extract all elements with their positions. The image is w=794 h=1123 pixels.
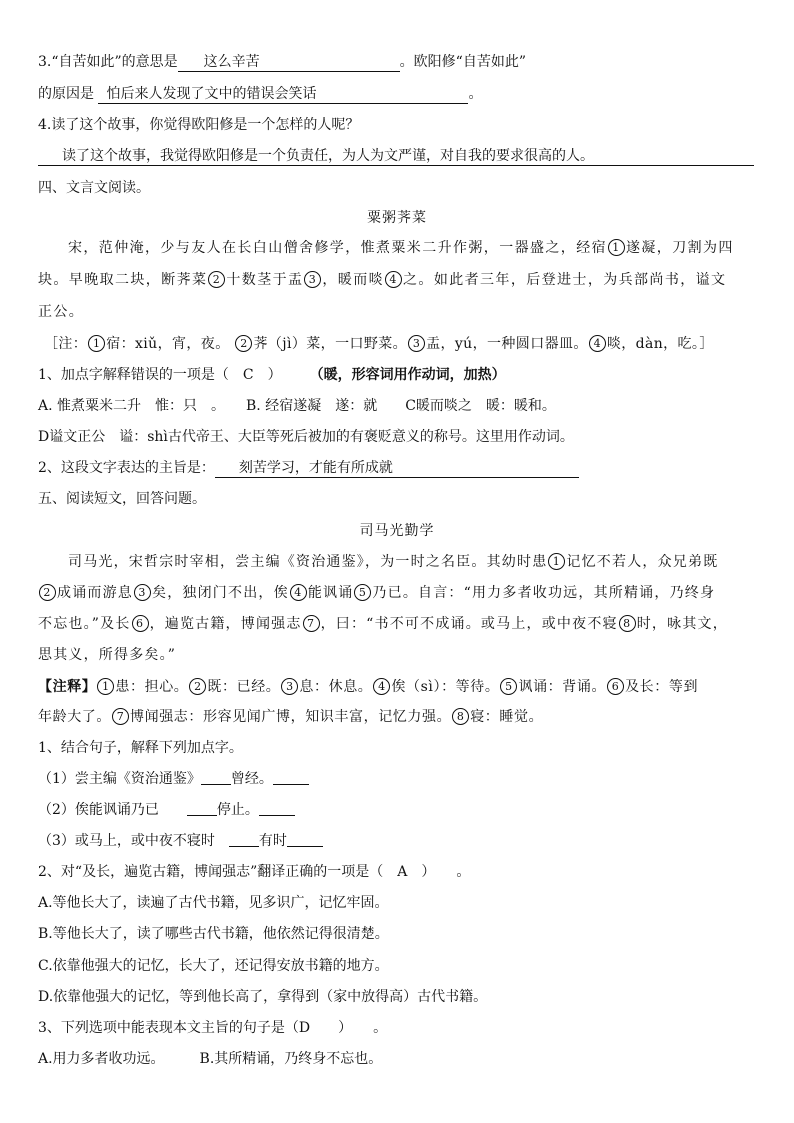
footnote-marker: 3 xyxy=(281,678,298,695)
q4-answer: 读了这个故事，我觉得欧阳修是一个负责任，为人为文严谨，对自我的要求很高的人。 xyxy=(38,146,764,166)
section4-title: 粟粥荠菜 xyxy=(367,210,427,226)
footnote-marker: 4 xyxy=(589,335,606,352)
s4-q1-options-2: D谥文正公 谥：shì古代帝王、大臣等死后被加的有褒贬意义的称号。这里用作动词。 xyxy=(38,429,574,445)
s4-notes: ［注： 1 宿：xiǔ，宵，夜。 2 荠（jì）菜，一口野菜。 3 盂，yú，一种圆口器皿。 4 啖，dàn，吃。］ xyxy=(44,336,714,352)
footnote-marker: 5 xyxy=(354,584,371,601)
s5-q2-option-c: C.依靠他强大的记忆，长大了，还记得安放书籍的地方。 xyxy=(38,958,389,974)
footnote-marker: 2 xyxy=(208,271,225,288)
footnote-marker: 2 xyxy=(39,584,56,601)
q4-question: 4.读了这个故事，你觉得欧阳修是一个怎样的人呢？ xyxy=(38,117,360,133)
footnote-marker: 2 xyxy=(189,678,206,695)
footnote-marker: 3 xyxy=(134,584,151,601)
s5-q2-option-d: D.依靠他强大的记忆，等到他长高了，拿得到（家中放得高）古代书籍。 xyxy=(38,989,488,1005)
s4-para-line1: 宋，范仲淹，少与友人在长白山僧舍修学，惟煮粟米二升作粥，一器盛之，经宿 1 遂凝，刀割为四 xyxy=(68,240,734,256)
footnote-marker: 3 xyxy=(408,335,425,352)
s5-notes-2: 年龄大了。 7 博闻强志：形容见闻广博，知识丰富，记忆力强。 8 寝：睡觉。 xyxy=(38,709,544,725)
footnote-marker: 5 xyxy=(500,678,517,695)
s5-q2-option-a: A.等他长大了，读遍了古代书籍，见多识广，记忆牢固。 xyxy=(38,895,389,911)
s5-para-line1: 司马光，宋哲宗时宰相，尝主编《资治通鉴》，为一时之名臣。其幼时患 1 记忆不若人，众兄弟既 xyxy=(68,554,719,570)
section4-heading: 四、文言文阅读。 xyxy=(38,180,150,196)
s5-q2: 2、对“及长，遍览古籍，博闻强志”翻译正确的一项是（ A ） 。 xyxy=(38,864,471,880)
footnote-marker: 6 xyxy=(132,615,149,632)
s5-q1-3: （3）或马上，或中夜不寝时 有时 xyxy=(38,831,764,851)
s5-q2-option-b: B.等他长大了，读了哪些古代书籍，他依然记得很清楚。 xyxy=(38,926,389,942)
section5-title: 司马光勤学 xyxy=(359,523,435,539)
footnote-marker: 3 xyxy=(304,271,321,288)
footnote-marker: 4 xyxy=(373,678,390,695)
q3-answer1: 这么辛苦 xyxy=(178,53,400,72)
footnote-marker: 1 xyxy=(608,239,625,256)
s4-q1: 1、加点字解释错误的一项是（ C ） （暖，形容词用作动词，加热） xyxy=(38,367,506,383)
s4-q1-options-1: A. 惟煮粟米二升 惟：只 。 B. 经宿遂凝 遂：就 C暖而啖之 暖：暖和。 xyxy=(38,398,556,414)
q3-answer2: 怕后来人发现了文中的错误会笑话 xyxy=(98,85,468,104)
footnote-marker: 8 xyxy=(452,708,469,725)
s5-q1-2: （2）俟能讽诵乃已 停止。 xyxy=(38,800,764,820)
footnote-marker: 4 xyxy=(290,584,307,601)
footnote-marker: 1 xyxy=(97,678,114,695)
footnote-marker: 6 xyxy=(607,678,624,695)
s5-q1-1: （1）尝主编《资治通鉴》 曾经。 xyxy=(38,769,764,789)
s4-para-line3: 正公。 xyxy=(38,304,85,320)
s4-q2-answer: 刻苦学习，才能有所成就 xyxy=(215,459,579,478)
footnote-marker: 7 xyxy=(112,708,129,725)
s5-notes-1: 【注释】 1 患：担心。 2 既：已经。 3 息：休息。 4 俟（sì）：等待。 5 讽诵：背诵。 6 及长：等到 xyxy=(38,679,699,695)
s5-q1: 1、结合句子，解释下列加点字。 xyxy=(38,740,243,756)
q3-line2: 的原因是 怕后来人发现了文中的错误会笑话 。 xyxy=(38,86,483,102)
footnote-marker: 4 xyxy=(385,271,402,288)
s5-q3-options: A.用力多者收功远。 B.其所精诵，乃终身不忘也。 xyxy=(38,1051,383,1067)
s5-para-line2: 2 成诵而游息 3 矣，独闭门不出，俟 4 能讽诵 5 乃已。自言：“用力多者收功远，其所精诵，乃终身 xyxy=(38,583,764,603)
footnote-marker: 1 xyxy=(88,335,105,352)
footnote-marker: 7 xyxy=(303,615,320,632)
s4-q2: 2、这段文字表达的主旨是： 刻苦学习，才能有所成就 xyxy=(38,458,764,478)
footnote-marker: 8 xyxy=(619,615,636,632)
q3-line1: 3.“自苦如此”的意思是 这么辛苦 。欧阳修“自苦如此” xyxy=(38,54,526,70)
s5-q3: 3、下列选项中能表现本文主旨的句子是（D ） 。 xyxy=(38,1020,388,1036)
footnote-marker: 2 xyxy=(235,335,252,352)
s5-para-line4: 思其义，所得多矣。” xyxy=(38,647,177,663)
footnote-marker: 1 xyxy=(548,553,565,570)
s4-para-line2: 块。早晚取二块，断荠菜 2 十数茎于盂 3 ，暖而啖 4 之。如此者三年，后登进士，为兵部尚书，谥文 xyxy=(38,272,727,288)
s5-para-line3: 不忘也。”及长 6 ，遍览古籍，博闻强志 7 ，曰：“书不可不成诵。或马上，或中夜不寝 8 时，咏其文， xyxy=(38,616,728,632)
section5-heading: 五、阅读短文，回答问题。 xyxy=(38,491,206,507)
